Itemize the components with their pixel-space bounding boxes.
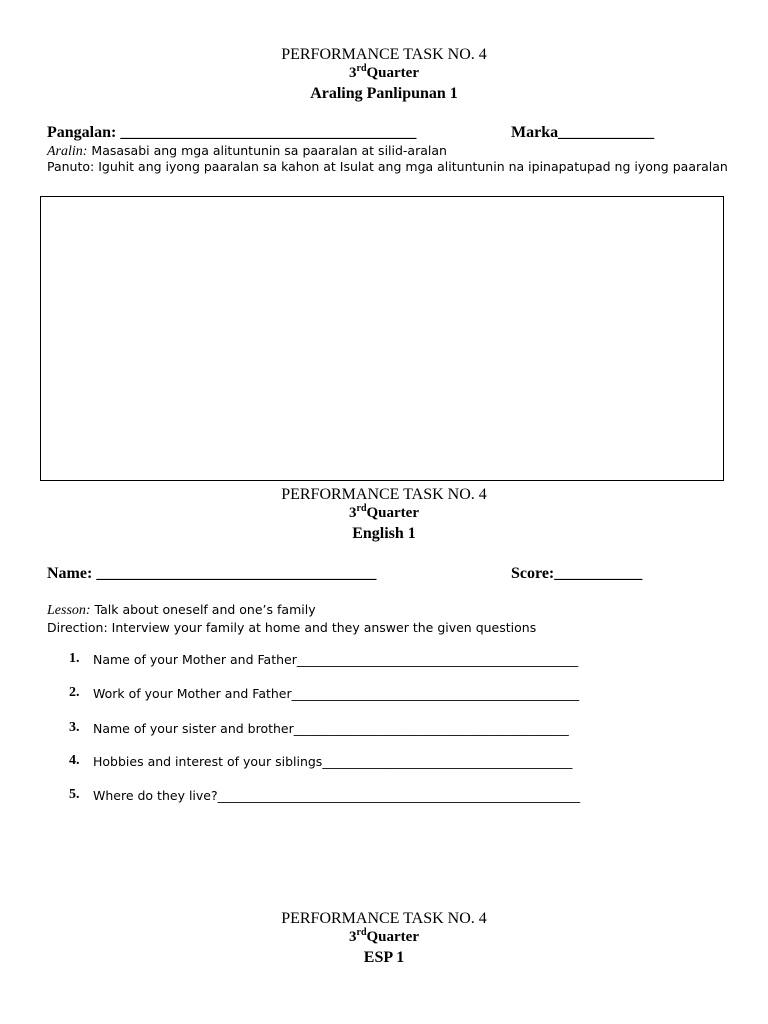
quarter-number: 3 <box>349 65 357 81</box>
section2-title: PERFORMANCE TASK NO. 4 <box>281 486 487 503</box>
question-number: 5. <box>69 787 80 802</box>
section2-direction: Direction: Interview your family at home and they answer the given questions <box>47 620 537 635</box>
section1-direction: Panuto: Iguhit ang iyong paaralan sa kahon at Isulat ang mga alituntunin na ipinapatupad ng iyong paaralan <box>47 159 728 174</box>
section1-lesson <box>47 143 447 160</box>
question-text: Where do they live?__________________________________________________________ <box>93 788 581 803</box>
quarter-word: Quarter <box>366 65 419 81</box>
section1-title: PERFORMANCE TASK NO. 4 <box>281 46 487 63</box>
section1-quarter <box>0 65 768 82</box>
lesson-text: Masasabi ang mga alituntunin sa paaralan at silid-aralan <box>87 143 447 158</box>
quarter-word: Quarter <box>366 929 419 945</box>
quarter-suffix: rd <box>356 927 367 938</box>
section2-name-field[interactable]: Name: ___________________________________ <box>47 565 377 582</box>
section3-title: PERFORMANCE TASK NO. 4 <box>281 910 487 927</box>
section2-subject: English 1 <box>352 525 416 542</box>
drawing-box[interactable] <box>40 196 724 481</box>
section1-score-field[interactable]: Marka____________ <box>511 124 655 141</box>
section2-quarter <box>0 505 768 522</box>
section2-lesson <box>47 602 316 619</box>
question-number: 3. <box>69 720 80 735</box>
quarter-number: 3 <box>349 505 357 521</box>
question-number: 1. <box>69 651 80 666</box>
lesson-text: Talk about oneself and one’s family <box>90 602 316 617</box>
quarter-suffix: rd <box>356 63 367 74</box>
section1-subject: Araling Panlipunan 1 <box>310 85 458 102</box>
question-text: Work of your Mother and Father______________________________________________ <box>93 686 580 701</box>
quarter-suffix: rd <box>356 503 367 514</box>
question-text: Name of your Mother and Father_____________________________________________ <box>93 652 579 667</box>
section1-name-field[interactable]: Pangalan: _____________________________________ <box>47 124 417 141</box>
section3-quarter <box>0 929 768 946</box>
question-number: 4. <box>69 753 80 768</box>
quarter-number: 3 <box>349 929 357 945</box>
lesson-label: Lesson: <box>47 603 91 618</box>
quarter-word: Quarter <box>366 505 419 521</box>
section3-subject: ESP 1 <box>363 949 405 966</box>
question-text: Name of your sister and brother____________________________________________ <box>93 721 569 736</box>
question-text: Hobbies and interest of your siblings________________________________________ <box>93 754 573 769</box>
question-number: 2. <box>69 685 80 700</box>
section2-score-field[interactable]: Score:___________ <box>511 565 643 582</box>
lesson-label: Aralin: <box>47 144 88 159</box>
